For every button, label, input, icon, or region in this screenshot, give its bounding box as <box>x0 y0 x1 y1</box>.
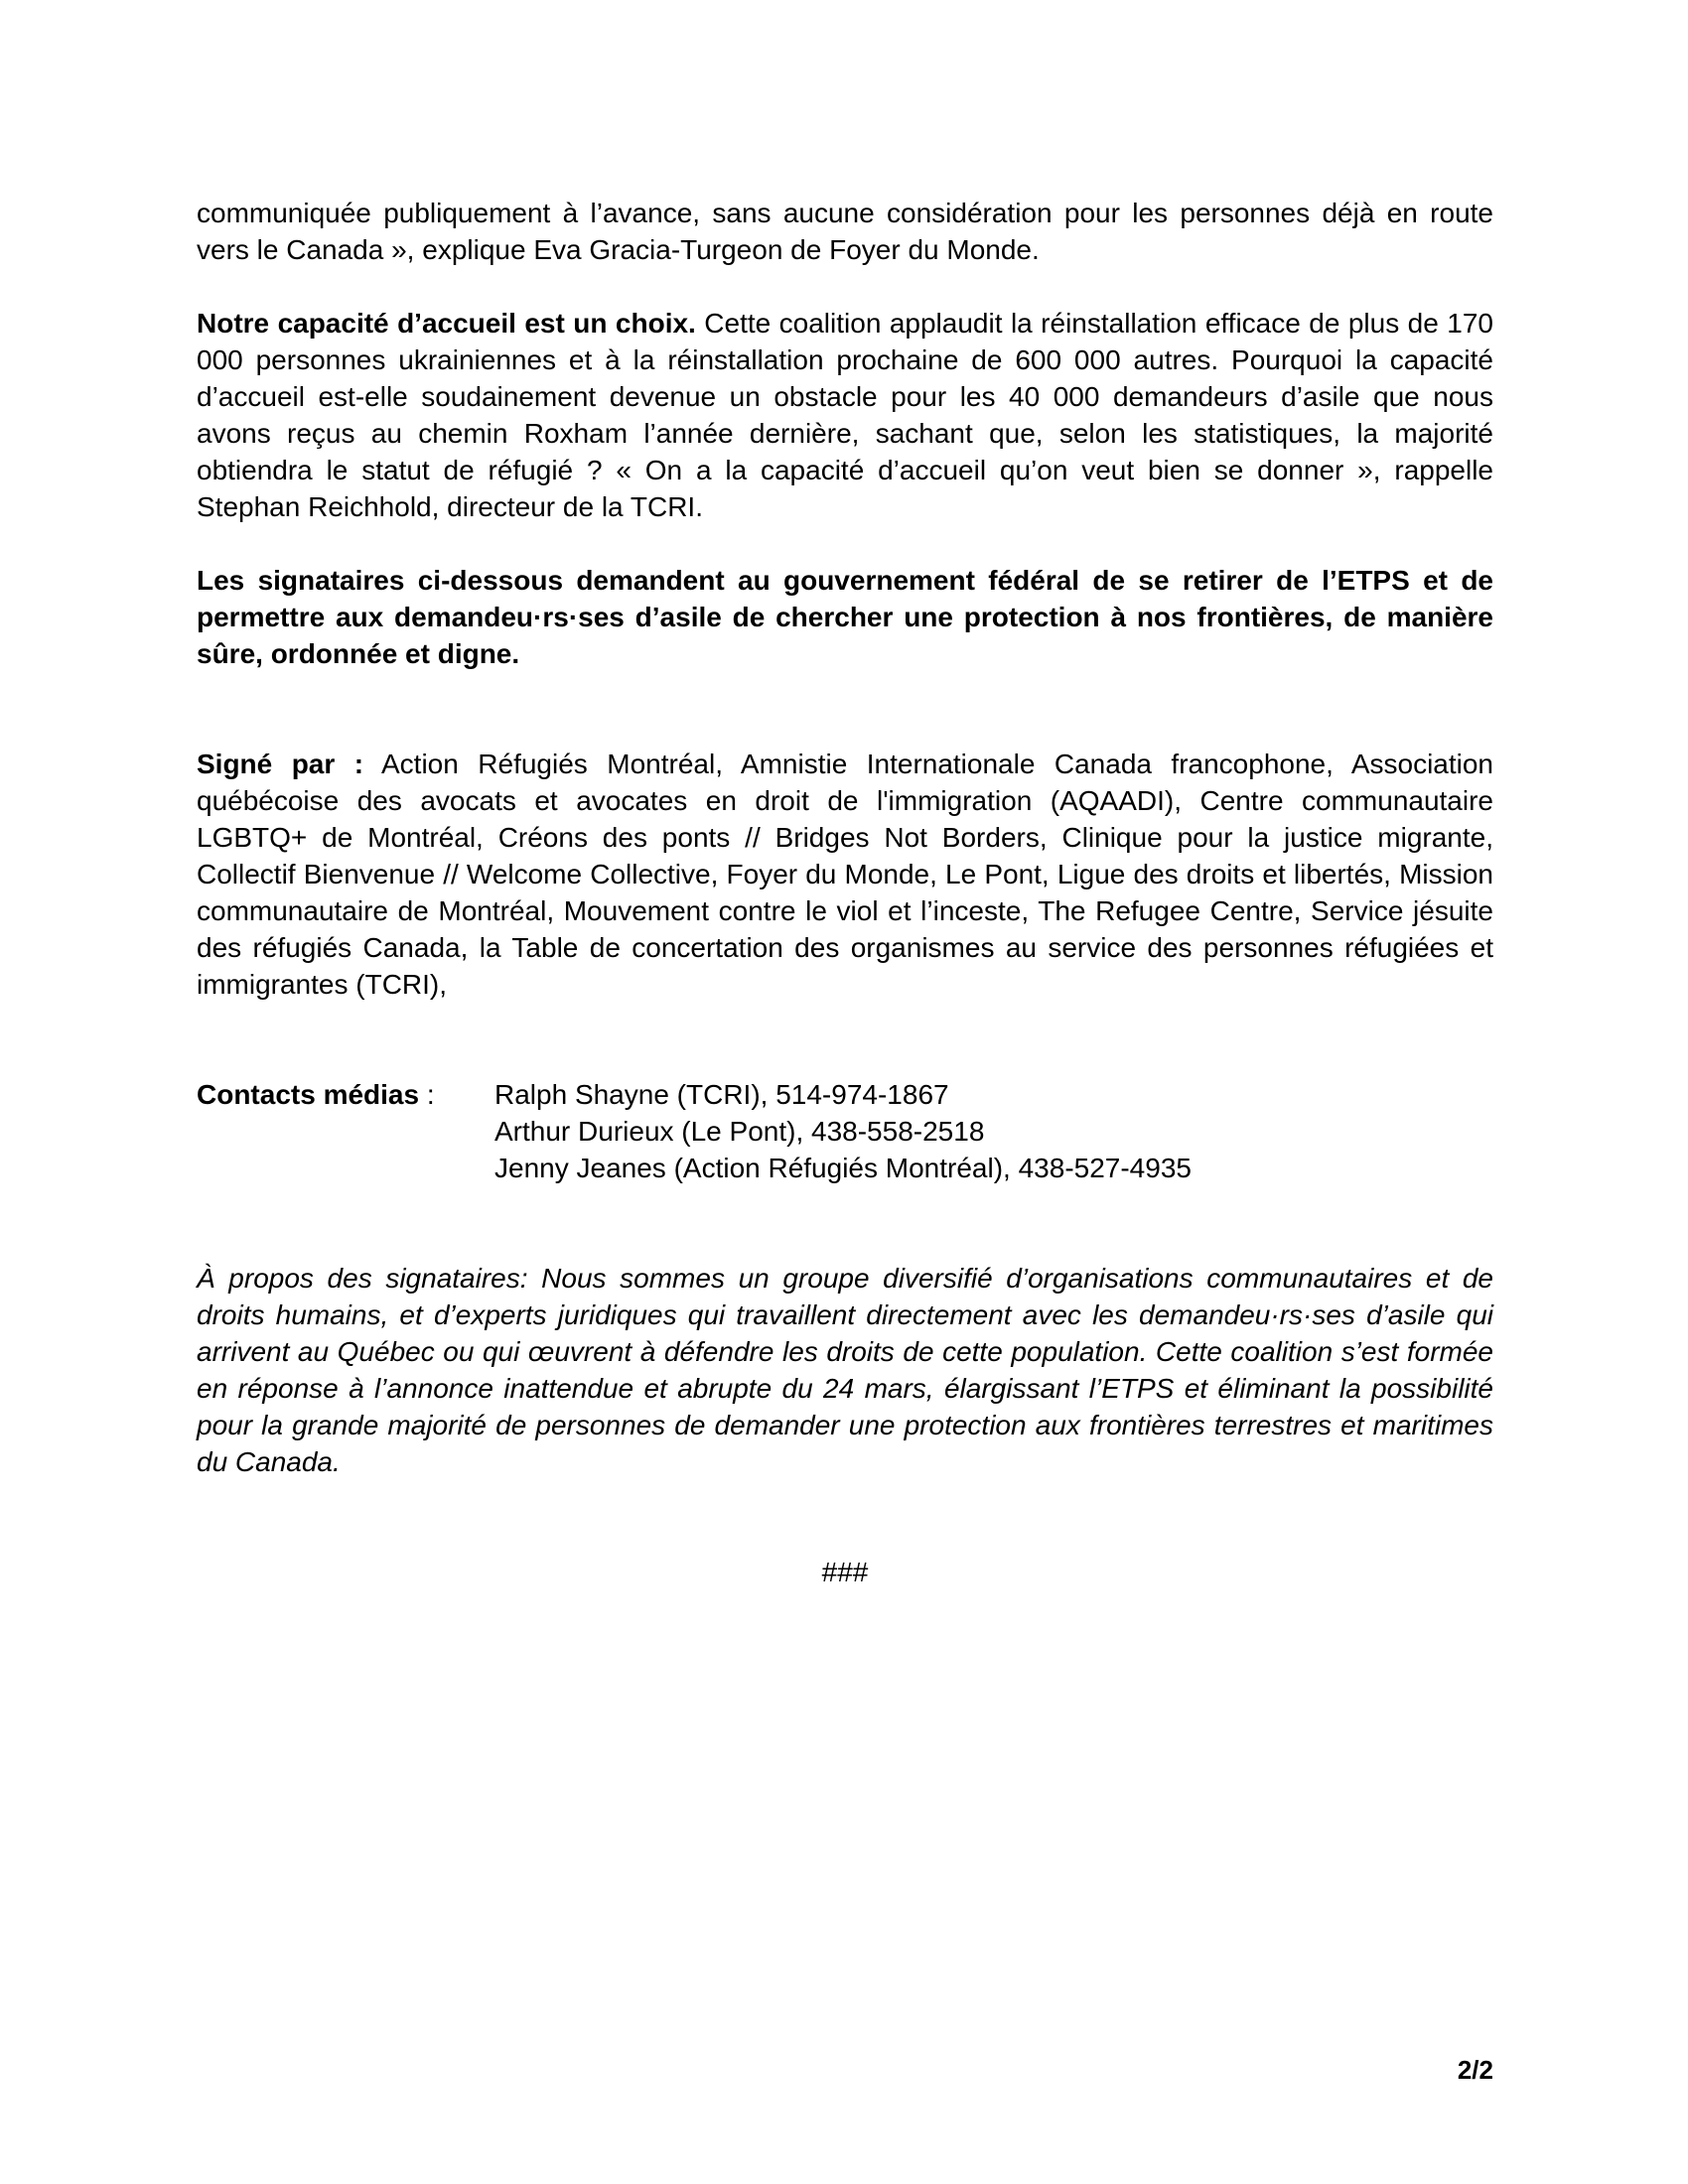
media-contacts-separator: : <box>419 1079 435 1110</box>
page-number: 2/2 <box>1457 2055 1493 2085</box>
paragraph-demand: Les signataires ci-dessous demandent au gouvernement fédéral de se retirer de l’ETPS et de permettre aux demandeu·rs·ses d’asile de chercher une protection à nos frontières, de manière sûre, ordonnée et digne. <box>197 565 1493 669</box>
contact-entry: Ralph Shayne (TCRI), 514-974-1867 <box>494 1079 949 1110</box>
paragraph-signatories <box>197 746 1493 1003</box>
end-mark: ### <box>821 1557 869 1587</box>
media-contacts <box>197 1076 1493 1186</box>
signatories-list: Action Réfugiés Montréal, Amnistie Internationale Canada francophone, Association québécoise des avocats et avocates en droit de l'immigration (AQAADI), Centre communautaire LGBTQ+ de Montréal, Créons des ponts // Bridges Not Borders, Clinique pour la justice migrante, Collectif Bienvenue // Welcome Collective, Foyer du Monde, Le Pont, Ligue des droits et libertés, Mission communautaire de Montréal, Mouvement contre le viol et l’inceste, The Refugee Centre, Service jésuite des réfugiés Canada, la Table de concertation des organismes au service des personnes réfugiées et immigrantes (TCRI), <box>197 749 1493 1000</box>
media-contacts-list <box>494 1076 1192 1186</box>
media-contacts-title: Contacts médias <box>197 1079 420 1110</box>
media-contacts-label <box>197 1076 435 1113</box>
about-signatories: À propos des signataires: Nous sommes un groupe diversifié d’organisations communautaires et de droits humains, et d’experts juridiques qui travaillent directement avec les demandeu·rs·ses d’asile qui arrivent au Québec ou qui œuvrent à défendre les droits de cette population. Cette coalition s’est formée en réponse à l’annonce inattendue et abrupte du 24 mars, élargissant l’ETPS et éliminant la possibilité pour la grande majorité de personnes de demander une protection aux frontières terrestres et maritimes du Canada. <box>197 1263 1493 1477</box>
document-page <box>197 195 1493 1590</box>
paragraph-capacity <box>197 305 1493 525</box>
signatories-label: Signé par : <box>197 749 364 779</box>
paragraph-quote-continuation: communiquée publiquement à l’avance, sans aucune considération pour les personnes déjà en route vers le Canada », explique Eva Gracia-Turgeon de Foyer du Monde. <box>197 198 1493 265</box>
contact-entry: Arthur Durieux (Le Pont), 438-558-2518 <box>494 1116 985 1147</box>
paragraph-capacity-lead: Notre capacité d’accueil est un choix. <box>197 308 696 339</box>
paragraph-capacity-body: Cette coalition applaudit la réinstallation efficace de plus de 170 000 personnes ukrainiennes et à la réinstallation prochaine de 600 000 autres. Pourquoi la capacité d’accueil est-elle soudainement devenue un obstacle pour les 40 000 demandeurs d’asile que nous avons reçus au chemin Roxham l’année dernière, sachant que, selon les statistiques, la majorité obtiendra le statut de réfugié ? « On a la capacité d’accueil qu’on veut bien se donner », rappelle Stephan Reichhold, directeur de la TCRI. <box>197 308 1493 522</box>
contact-entry: Jenny Jeanes (Action Réfugiés Montréal), 438-527-4935 <box>494 1153 1192 1183</box>
